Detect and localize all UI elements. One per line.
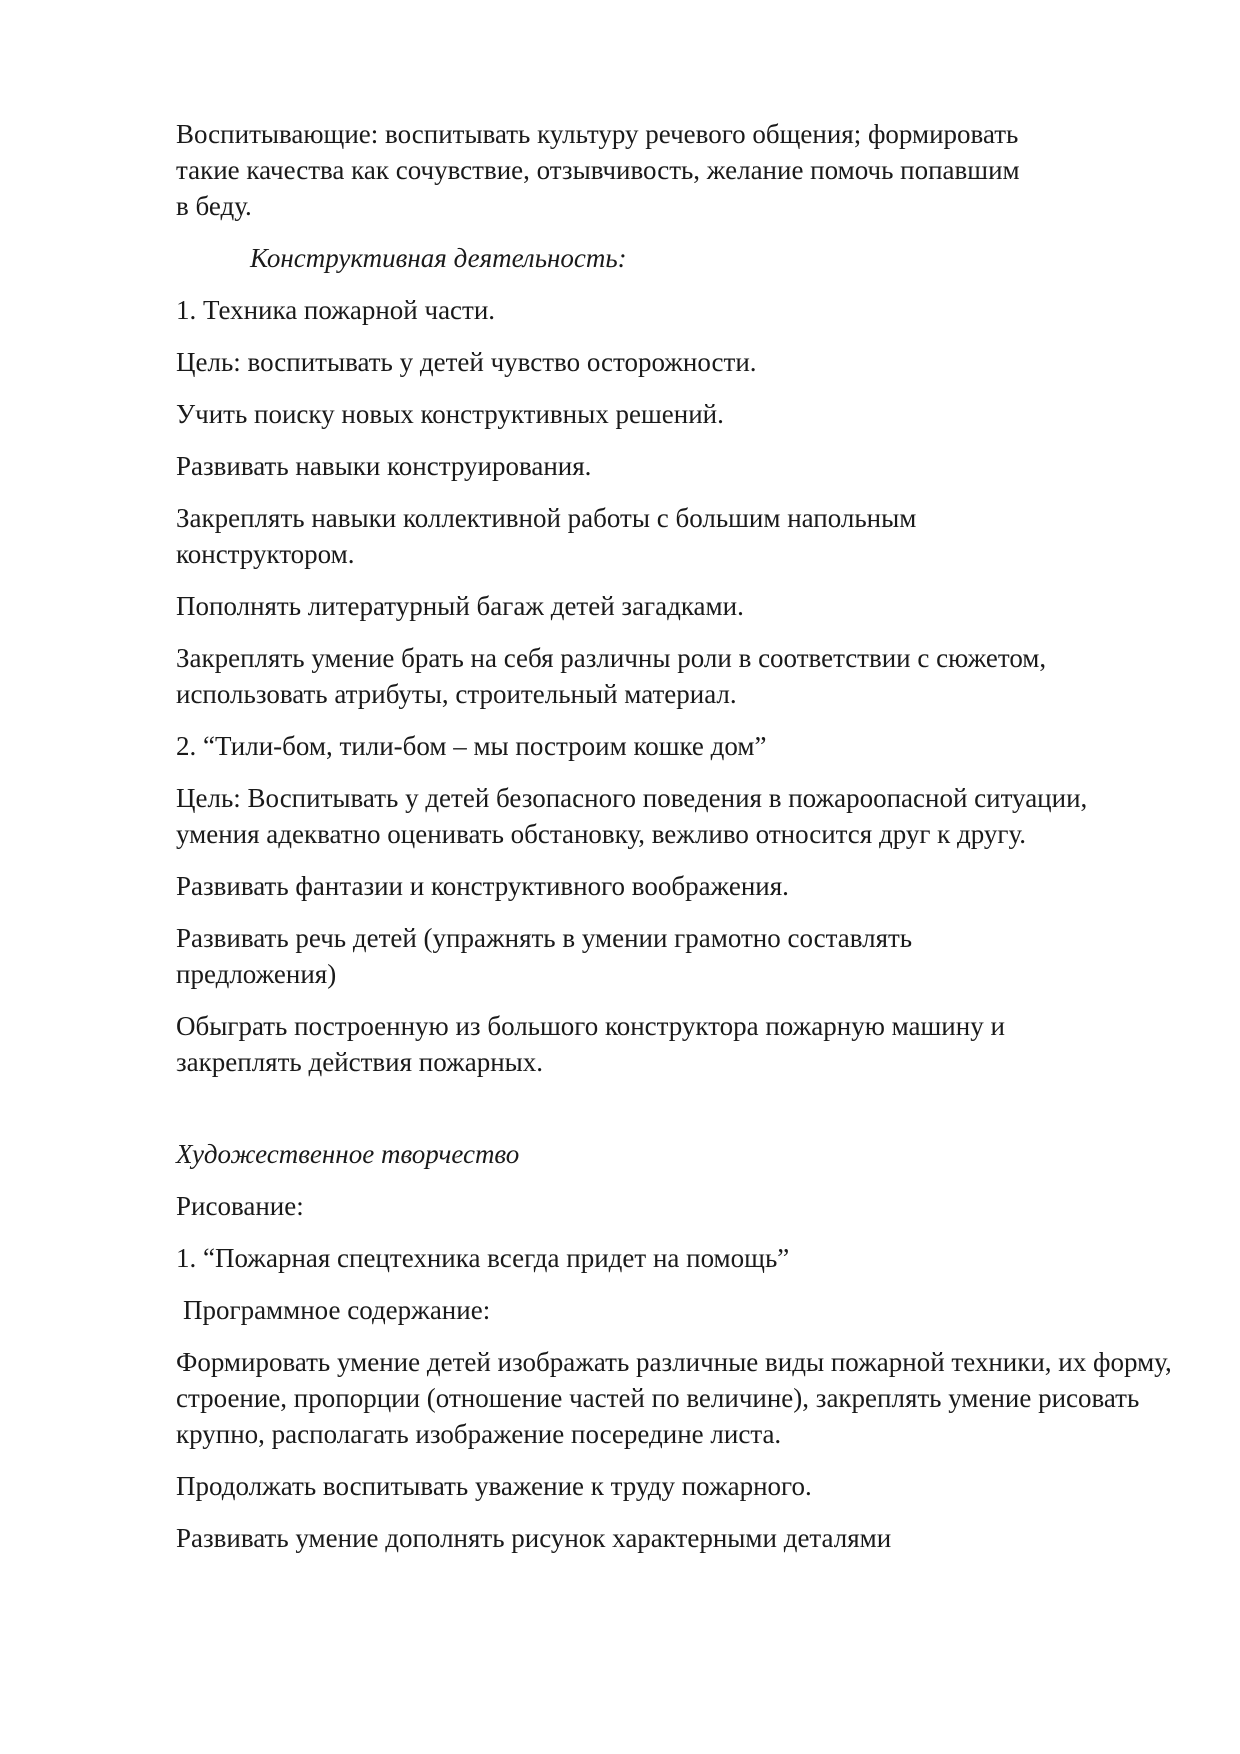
paragraph-goal-caution: Цель: воспитывать у детей чувство осторожности. — [176, 347, 757, 377]
paragraph-teamwork: Закреплять навыки коллективной работы с большим напольным конструктором. — [176, 503, 917, 569]
heading-program-content: Программное содержание: — [183, 1295, 491, 1325]
paragraph-riddles: Пополнять литературный багаж детей загадками. — [176, 591, 744, 621]
paragraph-speech: Развивать речь детей (упражнять в умении грамотно составлять предложения) — [176, 923, 913, 989]
heading-drawing: Рисование: — [176, 1191, 304, 1221]
document-body — [176, 116, 1172, 1572]
paragraph-respect-firefighter: Продолжать воспитывать уважение к труду пожарного. — [176, 1471, 812, 1501]
paragraph-details: Развивать умение дополнять рисунок характерными деталями — [176, 1523, 892, 1553]
paragraph-goal-safety: Цель: Воспитывать у детей безопасного поведения в пожароопасной ситуации, умения адекватно оценивать обстановку, вежливо относится друг к другу. — [176, 783, 1088, 849]
paragraph-construction-skills: Развивать навыки конструирования. — [176, 451, 592, 481]
paragraph-imagination: Развивать фантазии и конструктивного воображения. — [176, 871, 789, 901]
paragraph-roles: Закреплять умение брать на себя различны роли в соответствии с сюжетом, использовать атрибуты, строительный материал. — [176, 643, 1047, 709]
paragraph-drawing-skills: Формировать умение детей изображать различные виды пожарной техники, их форму, строение, пропорции (отношение частей по величине), закреплять умение рисовать крупно, располагать изображение посередине листа. — [176, 1347, 1172, 1449]
heading-constructive-activity: Конструктивная деятельность: — [250, 243, 627, 273]
heading-art-creativity: Художественное творчество — [176, 1139, 520, 1169]
item-cat-house: 2. “Тили-бом, тили-бом – мы построим кошке дом” — [176, 731, 767, 761]
paragraph-fire-truck-play: Обыграть построенную из большого конструктора пожарную машину и закреплять действия пожарных. — [176, 1011, 1005, 1077]
paragraph-educational-goals: Воспитывающие: воспитывать культуру речевого общения; формировать такие качества как сочувствие, отзывчивость, желание помочь попавшим в беду. — [176, 119, 1020, 221]
item-fire-station-equipment: 1. Техника пожарной части. — [176, 295, 496, 325]
paragraph-new-solutions: Учить поиску новых конструктивных решений. — [176, 399, 724, 429]
item-fire-equipment-drawing: 1. “Пожарная спецтехника всегда придет на помощь” — [176, 1243, 790, 1273]
